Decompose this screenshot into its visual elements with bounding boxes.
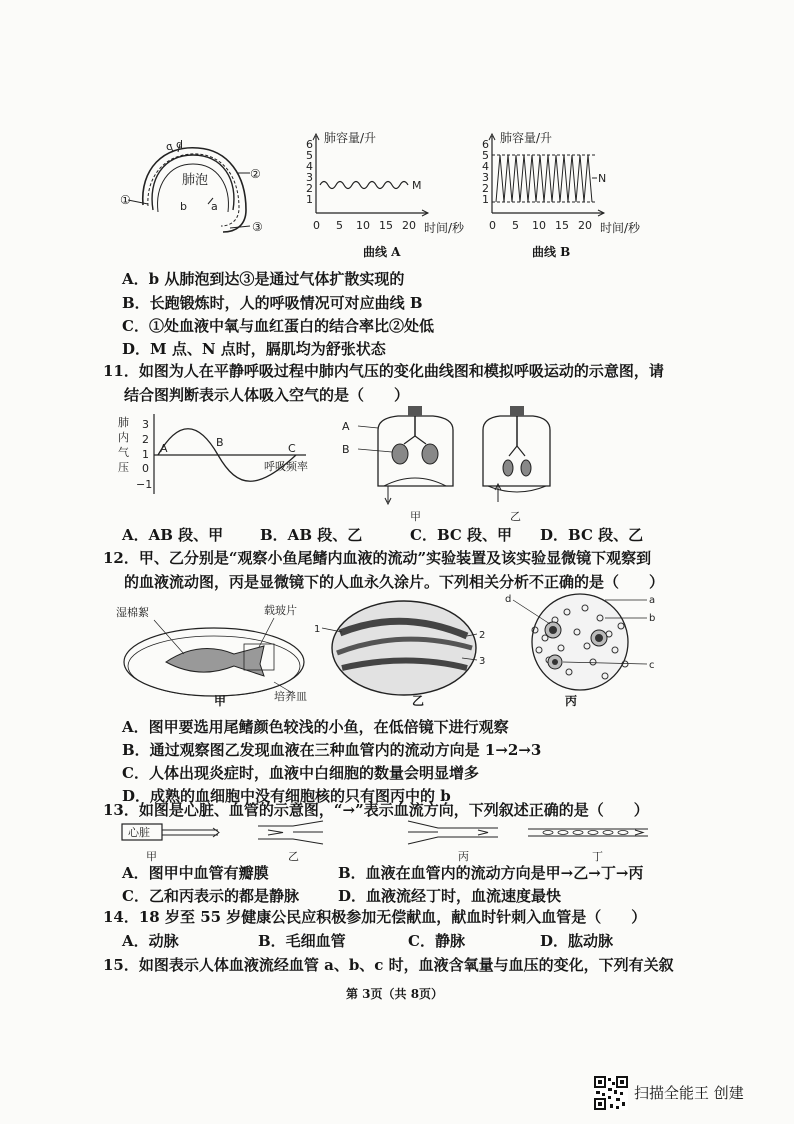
q11-caption-yi: 乙: [510, 510, 521, 523]
q11-ylabel-4: 压: [118, 461, 129, 474]
q15-stem: 15．如图表示人体血液流经血管 a、b、c 时，血液含氧量与血压的变化，下列有关叙: [103, 956, 674, 974]
q14-option-d: D．肱动脉: [540, 932, 614, 950]
curve-b-ytick-6: 6: [482, 138, 489, 151]
q11-option-c: C．BC 段、甲: [410, 526, 513, 544]
curve-a-chart: [300, 128, 478, 243]
curve-b-xtick-5: 5: [512, 219, 519, 232]
q11-label-a: A: [342, 420, 350, 433]
qr-code-icon: [594, 1076, 628, 1110]
q13-option-b: B．血液在血管内的流动方向是甲→乙→丁→丙: [338, 864, 644, 882]
q10-option-c: C．①处血液中氧与血红蛋白的结合率比②处低: [122, 317, 434, 335]
curve-b-caption: 曲线 B: [532, 245, 571, 259]
curve-b-ytick-2: 2: [482, 182, 489, 195]
q11-stem-line1: 11．如图为人在平静呼吸过程中肺内气压的变化曲线图和模拟呼吸运动的示意图，请: [103, 362, 664, 380]
q13-option-d: D．血液流经丁时，血流速度最快: [338, 887, 562, 905]
curve-a-point-m: M: [412, 179, 422, 192]
q11-stem-line2: 结合图判断表示人体吸入空气的是（ ）: [124, 386, 410, 404]
curve-b-chart: [476, 128, 661, 243]
curve-a-xtick-5: 5: [336, 219, 343, 232]
alveolus-label-d: d: [176, 140, 183, 151]
alveolus-label-c: c: [166, 140, 173, 153]
q12-stem-line2: 的血液流动图，丙是显微镜下的人血永久涂片。下列相关分析不正确的是（ ）: [124, 573, 665, 591]
alveolus-diagram: [118, 140, 268, 245]
q11-point-b: B: [216, 436, 224, 449]
q11-ylabel-1: 肺: [118, 416, 129, 429]
curve-a-xtick-10: 10: [356, 219, 370, 232]
q10-option-b: B．长跑锻炼时，人的呼吸情况可对应曲线 B: [122, 294, 423, 312]
q13-vessel-diagram: [118, 820, 658, 864]
q10-option-a: A．b 从肺泡到达③是通过气体扩散实现的: [122, 270, 405, 288]
curve-b-ylabel: 肺容量/升: [500, 131, 553, 145]
q11-caption-jia: 甲: [410, 510, 421, 523]
q11-label-b: B: [342, 443, 350, 456]
q12-yi-label-1: 1: [314, 624, 321, 635]
q11-ylabel-3: 气: [118, 446, 129, 459]
q12-option-b: B．通过观察图乙发现血液在三种血管内的流动方向是 1→2→3: [122, 741, 542, 759]
alveolus-label-3: ③: [252, 220, 263, 234]
q12-option-a: A．图甲要选用尾鳍颜色较浅的小鱼，在低倍镜下进行观察: [122, 718, 509, 736]
q14-option-b: B．毛细血管: [258, 932, 346, 950]
q11-ytick-1: 1: [142, 448, 149, 461]
q12-label-slide: 载玻片: [264, 604, 297, 617]
q12-bing-label-a: a: [649, 595, 656, 606]
q14-option-a: A．动脉: [122, 932, 179, 950]
q11-ytick-3: 3: [142, 418, 149, 431]
q13-heart-label: 心脏: [128, 826, 150, 839]
q11-ylabel-2: 内: [118, 431, 129, 444]
curve-a-xtick-15: 15: [379, 219, 393, 232]
alveolus-label-b: b: [180, 200, 187, 213]
curve-a-ytick-3: 3: [306, 171, 313, 184]
q12-yi-label-2: 2: [479, 630, 486, 641]
q11-ytick-0: 0: [142, 462, 149, 475]
scanner-brand-text: 扫描全能王 创建: [634, 1084, 744, 1102]
curve-b-ytick-4: 4: [482, 160, 489, 173]
page-number: 第 3页（共 8页）: [346, 987, 444, 1001]
q13-option-c: C．乙和丙表示的都是静脉: [122, 887, 299, 905]
q13-option-a: A．图甲中血管有瓣膜: [122, 864, 269, 882]
q11-xlabel: 呼吸频率: [264, 460, 308, 473]
curve-b-xlabel: 时间/秒: [600, 221, 641, 235]
q11-option-a: A．AB 段、甲: [122, 526, 224, 544]
alveolus-label-1: ①: [120, 193, 131, 207]
q11-ytick-2: 2: [142, 433, 149, 446]
q12-caption-yi: 乙: [412, 694, 425, 708]
q12-bing-label-d: d: [505, 594, 512, 605]
q11-option-d: D．BC 段、乙: [540, 526, 644, 544]
curve-b-xtick-20: 20: [578, 219, 592, 232]
curve-a-ylabel: 肺容量/升: [324, 131, 377, 145]
curve-b-xtick-0: 0: [489, 219, 496, 232]
q13-caption-yi: 乙: [288, 850, 299, 863]
curve-b-xtick-10: 10: [532, 219, 546, 232]
q12-label-dish: 培养皿: [274, 690, 307, 703]
q10-option-d: D．M 点、N 点时，膈肌均为舒张状态: [122, 340, 386, 358]
curve-a-ytick-2: 2: [306, 182, 313, 195]
q11-pressure-graph: [116, 408, 338, 504]
alveolus-label-2: ②: [250, 167, 261, 181]
q13-caption-jia: 甲: [146, 850, 157, 863]
q13-caption-ding: 丁: [592, 850, 603, 863]
q11-ytick-m1: −1: [136, 478, 153, 491]
q12-caption-bing: 丙: [565, 694, 578, 708]
alveolus-label-a: a: [211, 200, 218, 213]
curve-b-ytick-1: 1: [482, 193, 489, 206]
q12-stem-line1: 12．甲、乙分别是“观察小鱼尾鳍内血液的流动”实验装置及该实验显微镜下观察到: [103, 549, 652, 567]
curve-b-ytick-3: 3: [482, 171, 489, 184]
q11-point-c: C: [288, 442, 296, 455]
curve-a-ytick-6: 6: [306, 138, 313, 151]
q12-option-c: C．人体出现炎症时，血液中白细胞的数量会明显增多: [122, 764, 479, 782]
q12-bing-label-b: b: [649, 613, 656, 624]
q12-bing-label-c: c: [649, 660, 655, 671]
curve-b-xtick-15: 15: [555, 219, 569, 232]
q11-bell-jar-model: [338, 398, 558, 528]
curve-a-caption: 曲线 A: [363, 245, 401, 259]
q12-option-d: D．成熟的血细胞中没有细胞核的只有图丙中的 b: [122, 787, 451, 805]
curve-a-ytick-1: 1: [306, 193, 313, 206]
q11-point-a: A: [160, 442, 168, 455]
q11-option-b: B．AB 段、乙: [260, 526, 363, 544]
curve-a-xtick-20: 20: [402, 219, 416, 232]
curve-b-point-n: N: [598, 172, 607, 185]
curve-b-ytick-5: 5: [482, 149, 489, 162]
q14-stem: 14．18 岁至 55 岁健康公民应积极参加无偿献血，献血时针刺入血管是（ ）: [103, 908, 647, 926]
alveolus-label-name: 肺泡: [182, 173, 209, 188]
q12-caption-jia: 甲: [214, 694, 227, 708]
curve-a-xtick-0: 0: [313, 219, 320, 232]
curve-a-xlabel: 时间/秒: [424, 221, 465, 235]
q13-stem: 13．如图是心脏、血管的示意图，“→”表示血流方向，下列叙述正确的是（ ）: [103, 801, 649, 819]
q12-yi-label-3: 3: [479, 656, 486, 667]
curve-a-ytick-4: 4: [306, 160, 313, 173]
q12-blood-flow-view: [312, 598, 492, 698]
q13-caption-bing: 丙: [458, 850, 469, 863]
q12-blood-smear: [505, 590, 665, 695]
q12-label-cotton: 湿棉絮: [116, 606, 149, 619]
curve-a-ytick-5: 5: [306, 149, 313, 162]
q14-option-c: C．静脉: [408, 932, 465, 950]
